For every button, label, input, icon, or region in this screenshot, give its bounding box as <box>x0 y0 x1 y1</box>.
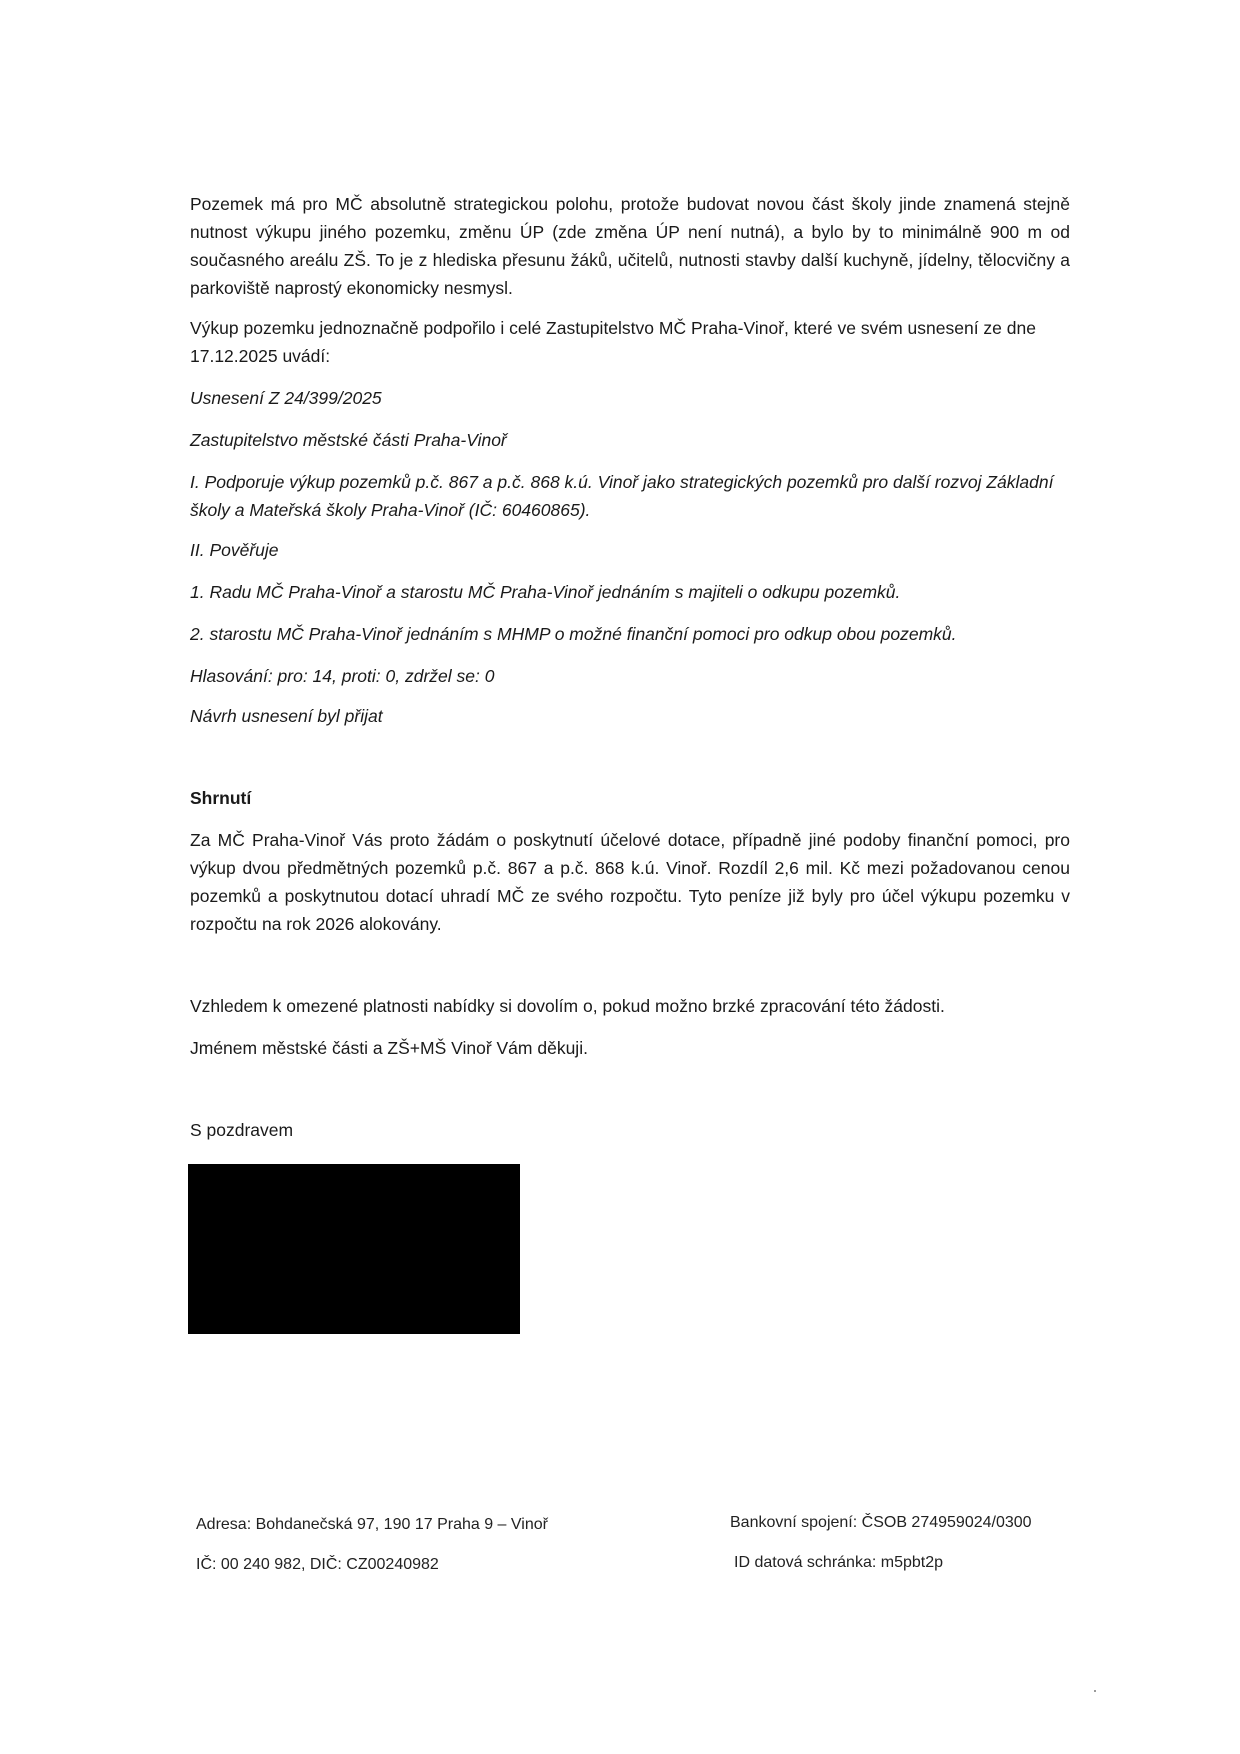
resolution-point-1: I. Podporuje výkup pozemků p.č. 867 a p.č. 868 k.ú. Vinoř jako strategických pozemků pro další rozvoj Základní školy a Mateřská školy Praha-Vinoř (IČ: 60460865). <box>190 472 1054 520</box>
summary-heading: Shrnutí <box>190 788 252 808</box>
resolution-vote: Hlasování: pro: 14, proti: 0, zdržel se: 0 <box>190 666 495 686</box>
closing-request: Vzhledem k omezené platnosti nabídky si dovolím o, pokud možno brzké zpracování této žádosti. <box>190 996 945 1016</box>
resolution-point-2: II. Pověřuje <box>190 540 279 560</box>
resolution-body: Zastupitelstvo městské části Praha-Vinoř <box>190 430 507 450</box>
scan-artifact <box>1094 1690 1096 1692</box>
closing-thanks: Jménem městské části a ZŠ+MŠ Vinoř Vám děkuji. <box>190 1038 588 1058</box>
resolution-task-2: 2. starostu MČ Praha-Vinoř jednáním s MHMP o možné finanční pomoci pro odkup obou pozemků. <box>190 624 957 644</box>
summary-text: Za MČ Praha-Vinoř Vás proto žádám o poskytnutí účelové dotace, případně jiné podoby finanční pomoci, pro výkup dvou předmětných pozemků p.č. 867 a p.č. 868 k.ú. Vinoř. Rozdíl 2,6 mil. Kč mezi požadovanou cenou pozemků a poskytnutou dotací uhradí MČ ze svého rozpočtu. Tyto peníze již byly pro účel výkupu pozemku v rozpočtu na rok 2026 alokovány. <box>190 830 1070 934</box>
paragraph-strategic-location: Pozemek má pro MČ absolutně strategickou polohu, protože budovat novou část školy jinde znamená stejně nutnost výkupu jiného pozemku, změnu ÚP (zde změna ÚP není nutná), a bylo by to minimálně 900 m od současného areálu ZŠ. To je z hlediska přesunu žáků, učitelů, nutnosti stavby další kuchyně, jídelny, tělocvičny a parkoviště naprostý ekonomicky nesmysl. <box>190 194 1070 298</box>
resolution-result: Návrh usnesení byl přijat <box>190 706 383 726</box>
footer-ids: IČ: 00 240 982, DIČ: CZ00240982 <box>196 1556 439 1573</box>
footer-bank: Bankovní spojení: ČSOB 274959024/0300 <box>730 1514 1032 1531</box>
closing-regards: S pozdravem <box>190 1120 294 1140</box>
resolution-number: Usnesení Z 24/399/2025 <box>190 388 382 408</box>
footer-address: Adresa: Bohdanečská 97, 190 17 Praha 9 – Vinoř <box>196 1516 548 1533</box>
resolution-task-1: 1. Radu MČ Praha-Vinoř a starostu MČ Praha-Vinoř jednáním s majiteli o odkupu pozemků. <box>190 582 901 602</box>
paragraph-council-support: Výkup pozemku jednoznačně podpořilo i celé Zastupitelstvo MČ Praha-Vinoř, které ve svém usnesení ze dne 17.12.2025 uvádí: <box>190 318 1036 366</box>
redacted-signature <box>188 1164 520 1334</box>
footer-databox: ID datová schránka: m5pbt2p <box>734 1554 944 1571</box>
